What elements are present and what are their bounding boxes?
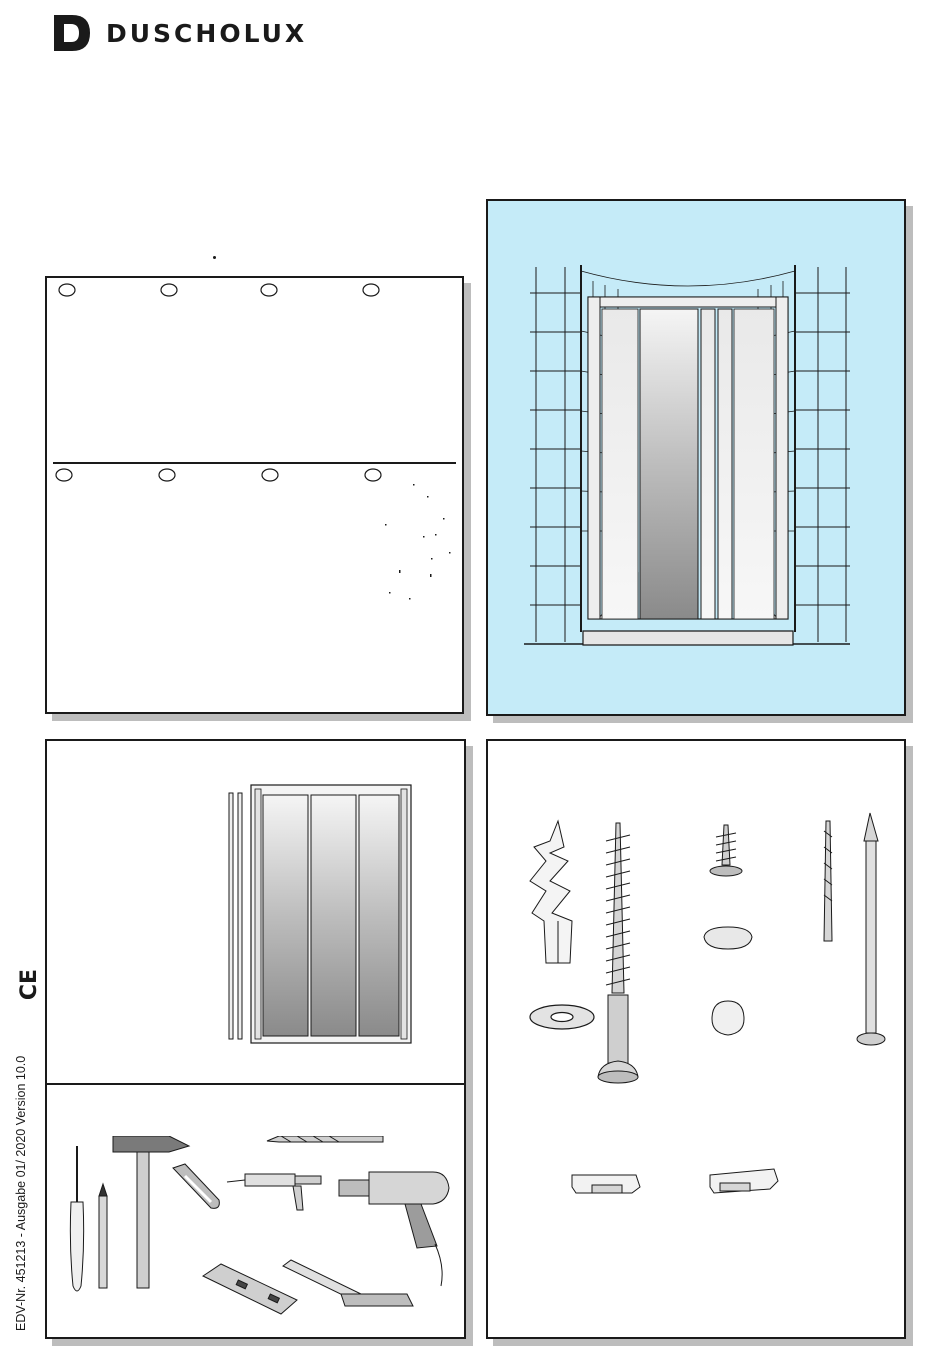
hole-marker (161, 284, 177, 296)
hole-marker (262, 469, 278, 481)
folding-door-parts-illustration (223, 781, 419, 1047)
end-cap-left-icon (572, 1175, 640, 1193)
required-tools-illustration (61, 1136, 461, 1336)
hole-marker (363, 284, 379, 296)
duscholux-logo-icon (52, 14, 92, 52)
panel-divider (47, 1083, 464, 1085)
stray-dot (213, 256, 216, 259)
shower-installation-illustration (488, 201, 904, 714)
hole-marker (261, 284, 277, 296)
brand-name: DUSCHOLUX (106, 18, 308, 48)
shower-tray (583, 631, 793, 645)
hole-marker (56, 469, 72, 481)
glass-panel (640, 309, 698, 619)
cover-cap-icon (704, 927, 752, 949)
wood-screw-icon (598, 823, 638, 1083)
document-info: EDV-Nr. 451213 - Ausgabe 01/ 2020 Version 10.0 (14, 1055, 28, 1331)
scatter-dots (385, 484, 451, 600)
small-screw-icon (710, 825, 742, 876)
hole-marker (159, 469, 175, 481)
washer-icon (530, 1005, 594, 1029)
drill-bit-icon (267, 1136, 383, 1142)
wall-plug-icon (530, 821, 572, 963)
utility-knife-icon (173, 1164, 219, 1208)
hole-marker (59, 284, 75, 296)
pencil-icon (99, 1184, 107, 1288)
panel-installed-shower (486, 199, 906, 716)
power-drill-icon (339, 1172, 449, 1286)
try-square-icon (283, 1260, 413, 1306)
hole-marker (365, 469, 381, 481)
ce-mark: CE (17, 968, 43, 1001)
screwdriver-icon (70, 1146, 83, 1291)
nail-icon (857, 813, 885, 1045)
knob-icon (712, 1001, 744, 1035)
fittings-parts-illustration (488, 741, 904, 1337)
hammer-icon (113, 1136, 189, 1288)
brand-logo (52, 13, 307, 53)
panel-measurement-sheet (45, 276, 464, 714)
end-cap-right-icon (710, 1169, 778, 1193)
panel-contents-and-tools (45, 739, 466, 1339)
sheet-illustration (47, 278, 462, 712)
drill-bit-small-icon (824, 821, 832, 941)
spirit-level-icon (203, 1264, 297, 1314)
caulking-gun-icon (227, 1174, 321, 1210)
panel-fittings (486, 739, 906, 1339)
